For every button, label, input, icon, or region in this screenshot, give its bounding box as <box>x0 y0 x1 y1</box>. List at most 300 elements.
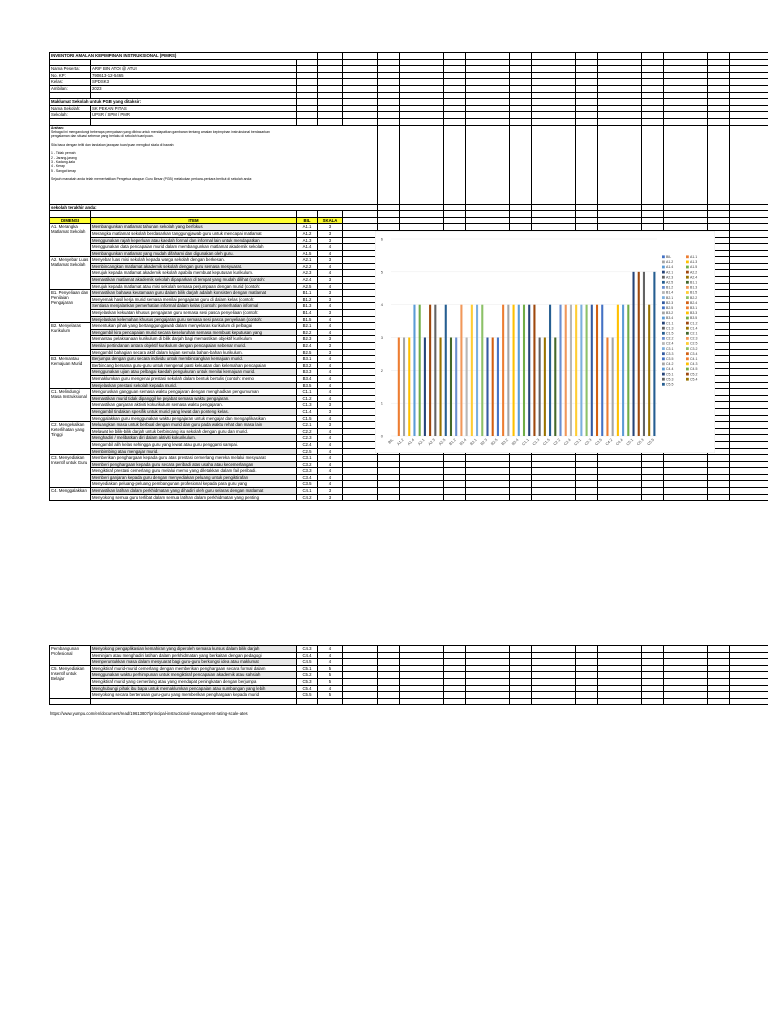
item-skala: 4 <box>318 244 343 251</box>
empty-cell <box>510 217 532 224</box>
empty-cell <box>400 217 444 224</box>
empty-cell <box>466 488 510 495</box>
empty-cell <box>576 455 598 462</box>
empty-cell <box>598 105 642 112</box>
item-bil: C3.3 <box>297 468 318 475</box>
empty-cell <box>378 494 400 501</box>
item-skala: 4 <box>318 652 343 659</box>
empty-cell <box>510 53 532 60</box>
empty-cell <box>730 79 768 86</box>
legend-swatch <box>662 261 665 264</box>
item-bil: C2.3 <box>297 435 318 442</box>
legend-label: C1.2 <box>690 321 698 326</box>
empty-cell <box>444 105 466 112</box>
bar-C5-2 <box>638 272 640 436</box>
empty-cell <box>318 92 343 99</box>
empty-cell <box>510 85 532 92</box>
empty-cell <box>708 112 730 119</box>
empty-cell <box>318 53 343 60</box>
empty-cell <box>378 455 400 462</box>
empty-cell <box>444 678 466 685</box>
legend-label: B3.1 <box>690 306 698 310</box>
empty-cell <box>466 204 510 211</box>
sheet-row <box>50 646 768 653</box>
empty-cell <box>708 79 730 86</box>
empty-cell <box>466 481 510 488</box>
legend-label: C4.4 <box>666 367 674 372</box>
empty-cell <box>318 66 343 73</box>
empty-cell <box>664 224 708 231</box>
empty-cell <box>343 290 378 297</box>
sheet-row <box>50 204 768 211</box>
empty-cell <box>664 652 708 659</box>
empty-cell <box>466 99 510 106</box>
item-text: Memantau pelaksanaan kurikulum di bilik darjah bagi memastikan objektif kurikulum <box>91 336 297 343</box>
item-bil: B2.5 <box>297 349 318 356</box>
empty-cell <box>510 112 532 119</box>
legend-swatch <box>662 347 665 350</box>
empty-cell <box>730 356 768 363</box>
empty-cell <box>598 53 642 60</box>
empty-cell <box>444 698 466 705</box>
item-bil: C5.4 <box>297 685 318 692</box>
empty-cell <box>343 678 378 685</box>
empty-cell <box>343 349 378 356</box>
empty-cell <box>730 474 768 481</box>
empty-cell <box>91 211 297 218</box>
empty-cell <box>466 72 510 79</box>
item-skala: 3 <box>318 290 343 297</box>
empty-cell <box>730 415 768 422</box>
empty-cell <box>708 53 730 60</box>
item-skala: 4 <box>318 659 343 666</box>
empty-cell <box>576 92 598 99</box>
item-text: Menyemak hasil kerja murid semasa menilai pengajaran guru di dalam kelas (contoh: <box>91 296 297 303</box>
sheet-row <box>50 217 768 224</box>
header-skala: SKALA <box>318 217 343 224</box>
empty-cell <box>343 652 378 659</box>
empty-cell <box>642 652 664 659</box>
sheet-row <box>50 652 768 659</box>
item-text: Memastikan latihan dalam perkhidmatan yang dihadiri oleh guru selaras dengan matlamat <box>91 488 297 495</box>
item-text: Mengambil alih kelas sehingga guru yang lewat atau guru pengganti sampai. <box>91 441 297 448</box>
bar-C3-2 <box>586 305 588 436</box>
empty-cell <box>664 488 708 495</box>
dimension-cell: C5. Menyediakan Insentif untuk Belajar <box>50 665 91 698</box>
empty-cell <box>466 118 510 125</box>
legend-label: C5.2 <box>690 372 698 377</box>
bar-C2-3 <box>565 305 567 436</box>
empty-cell <box>664 698 708 705</box>
legend-label: C3.4 <box>690 351 698 356</box>
empty-cell <box>444 468 466 475</box>
legend-swatch <box>662 266 665 269</box>
header-bil: BIL <box>297 217 318 224</box>
item-bil: C1.2 <box>297 395 318 402</box>
item-skala: 3 <box>318 402 343 409</box>
empty-cell <box>532 224 576 231</box>
empty-cell <box>444 665 466 672</box>
empty-cell <box>532 698 576 705</box>
notes-line: pengalaman dan situasi sebenar yang berlaku di sekolah tuan/puan. <box>51 134 154 139</box>
empty-cell <box>708 72 730 79</box>
empty-cell <box>598 125 642 204</box>
empty-cell <box>532 112 576 119</box>
school-field-value: SK PEKAN PITAS <box>91 105 297 112</box>
empty-cell <box>50 211 91 218</box>
item-bil: C1.3 <box>297 402 318 409</box>
empty-cell <box>343 659 378 666</box>
empty-cell <box>510 474 532 481</box>
empty-cell <box>642 692 664 699</box>
empty-cell <box>708 125 730 204</box>
empty-cell <box>318 72 343 79</box>
bar-C4-4 <box>622 305 624 436</box>
legend-swatch <box>686 296 689 299</box>
empty-cell <box>598 474 642 481</box>
empty-cell <box>400 474 444 481</box>
item-text: Membangunkan matlamat tahunan sekolah yang berfokus <box>91 224 297 231</box>
empty-cell <box>318 85 343 92</box>
item-text: Memperuntukkan masa dalam mesyuarat bagi guru-guru berkongsi idea atau maklumat <box>91 659 297 666</box>
legend-swatch <box>686 327 689 330</box>
empty-cell <box>576 698 598 705</box>
empty-cell <box>532 72 576 79</box>
empty-cell <box>378 468 400 475</box>
sheet-row <box>50 125 768 204</box>
bar-C3-4 <box>596 305 598 436</box>
empty-cell <box>400 59 444 66</box>
legend-label: B1.1 <box>690 280 698 285</box>
y-tick-label: 5 <box>380 269 383 275</box>
source-url[interactable]: https://www.yumpu.com/en/document/read/19613807/principal-instructional-management-rating-scale-ates <box>50 711 248 716</box>
empty-cell <box>664 474 708 481</box>
empty-cell <box>532 92 576 99</box>
empty-cell <box>510 494 532 501</box>
item-skala: 4 <box>318 646 343 653</box>
empty-cell <box>444 92 466 99</box>
empty-cell <box>343 237 378 244</box>
item-bil: B1.2 <box>297 296 318 303</box>
empty-cell <box>444 488 466 495</box>
empty-cell <box>444 72 466 79</box>
empty-cell <box>466 692 510 699</box>
empty-cell <box>378 698 400 705</box>
empty-cell <box>444 85 466 92</box>
empty-cell <box>400 678 444 685</box>
notes-line <box>51 181 376 185</box>
x-tick-label: B2.3 <box>479 437 489 447</box>
item-text: Menentukan pihak yang bertanggungjawab dalam menyelaras kurikulum di pelbagai <box>91 323 297 330</box>
empty-cell <box>642 112 664 119</box>
empty-cell <box>730 112 768 119</box>
empty-cell <box>444 112 466 119</box>
item-skala: 5 <box>318 665 343 672</box>
item-skala: 4 <box>318 329 343 336</box>
empty-cell <box>343 230 378 237</box>
item-text: Memberi penghargaan kepada guru secara peribadi atas usaha atau kecemerlangan <box>91 461 297 468</box>
legend-swatch <box>662 363 665 366</box>
empty-cell <box>400 53 444 60</box>
legend-label: B3.2 <box>666 311 674 316</box>
empty-cell <box>730 270 768 277</box>
empty-cell <box>598 659 642 666</box>
item-text: Menyebar luas misi sekolah kepada warga sekolah dengan berkesan. <box>91 257 297 264</box>
empty-cell <box>343 263 378 270</box>
empty-cell <box>598 494 642 501</box>
empty-cell <box>510 79 532 86</box>
y-tick-label: 6 <box>380 236 383 242</box>
legend-label: B2.5 <box>666 306 674 310</box>
empty-cell <box>730 408 768 415</box>
empty-cell <box>642 455 664 462</box>
bar-C1-4 <box>544 338 546 437</box>
empty-cell <box>378 72 400 79</box>
item-text: Meminjam atau menghadiri latihan dalam perkhidmatan yang berkaitan dengan pedagogi <box>91 652 297 659</box>
item-bil: C4.5 <box>297 659 318 666</box>
legend-swatch <box>686 286 689 289</box>
item-text: Menggunakan waktu perhimpunan untuk mengiktiraf pencapaian akademik atau sahsiah <box>91 672 297 679</box>
bar-A2-2 <box>429 305 431 436</box>
empty-cell <box>400 692 444 699</box>
item-skala: 3 <box>318 230 343 237</box>
bar-A2-4 <box>440 338 442 437</box>
empty-cell <box>576 211 598 218</box>
item-text: Memastikan matlamat akademik sekolah dipaparkan di tempat yang mudah dilihat (contoh: <box>91 277 297 284</box>
legend-swatch <box>686 368 689 371</box>
item-text: Menguruskan gangguan semasa waktu pengajaran dengan menghadkan pengumuman <box>91 389 297 396</box>
sheet-row <box>50 494 768 501</box>
item-text: Merangka matlamat sekolah berdasarkan tanggungjawab guru untuk mencapai matlamat <box>91 230 297 237</box>
empty-cell <box>466 698 510 705</box>
sheet-row <box>50 678 768 685</box>
x-tick-label: B3.2 <box>500 437 510 447</box>
legend-label: C1.4 <box>690 326 698 331</box>
school-field-label: Sekolah: <box>50 112 91 119</box>
empty-cell <box>730 230 768 237</box>
empty-cell <box>664 72 708 79</box>
item-skala: 3 <box>318 343 343 350</box>
empty-cell <box>378 59 400 66</box>
empty-cell <box>730 435 768 442</box>
empty-cell <box>664 125 708 204</box>
empty-cell <box>576 652 598 659</box>
empty-cell <box>343 402 378 409</box>
legend-label: B2.4 <box>690 300 698 305</box>
item-text: Menjelaskan prestasi sekolah kepada murid. <box>91 382 297 389</box>
sheet-row <box>50 211 768 218</box>
empty-cell <box>532 678 576 685</box>
empty-cell <box>343 250 378 257</box>
empty-cell <box>708 659 730 666</box>
bar-B2-5 <box>497 338 499 437</box>
item-bil: A1.4 <box>297 244 318 251</box>
x-tick-label: C5.3 <box>636 437 645 447</box>
legend-swatch <box>662 296 665 299</box>
legend-swatch <box>686 378 689 381</box>
empty-cell <box>444 494 466 501</box>
empty-cell <box>510 481 532 488</box>
empty-cell <box>730 362 768 369</box>
empty-cell <box>664 59 708 66</box>
empty-cell <box>642 211 664 218</box>
legend-swatch <box>686 281 689 284</box>
empty-cell <box>730 692 768 699</box>
empty-cell <box>642 685 664 692</box>
empty-cell <box>730 250 768 257</box>
empty-cell <box>510 461 532 468</box>
legend-label: C2.1 <box>690 331 698 336</box>
item-skala: 4 <box>318 263 343 270</box>
empty-cell <box>378 125 400 204</box>
sheet-row <box>50 112 768 119</box>
item-bil: B2.3 <box>297 336 318 343</box>
empty-cell <box>730 323 768 330</box>
empty-cell <box>378 79 400 86</box>
item-skala: 4 <box>318 356 343 363</box>
legend-label: C1.1 <box>666 321 674 326</box>
item-text: Mengiktiraf prestasi cemerlang guru melalui memo yang diletakkan dalam fail peribadi. <box>91 468 297 475</box>
item-text: Menghadiri / melibatkan diri dalam aktiviti kokurikulum. <box>91 435 297 442</box>
empty-cell <box>400 66 444 73</box>
empty-cell <box>576 53 598 60</box>
item-text: Merujuk kepada matlamat akademik sekolah apabila membuat keputusan kurikulum. <box>91 270 297 277</box>
empty-cell <box>510 92 532 99</box>
item-bil: B1.5 <box>297 316 318 323</box>
bar-C1-5 <box>549 305 551 436</box>
item-bil: A1.5 <box>297 250 318 257</box>
empty-cell <box>708 92 730 99</box>
x-tick-label: C5.5 <box>646 437 656 447</box>
empty-cell <box>378 461 400 468</box>
x-tick-label: C3.3 <box>584 437 593 447</box>
legend-label: C4.5 <box>690 367 698 372</box>
empty-cell <box>318 99 343 106</box>
empty-cell <box>91 698 297 705</box>
legend-label: A2.3 <box>666 275 674 280</box>
item-skala: 4 <box>318 362 343 369</box>
empty-cell <box>343 481 378 488</box>
notes-line: 2 - Jarang-jarang <box>51 155 77 160</box>
empty-cell <box>400 659 444 666</box>
item-bil: C1.5 <box>297 415 318 422</box>
x-tick-label: C4.4 <box>615 437 624 447</box>
empty-cell <box>444 672 466 679</box>
empty-cell <box>730 85 768 92</box>
empty-cell <box>318 79 343 86</box>
item-text: Menilai pertindanan antara objektif kurikulum dengan pencapaian sebenar murid. <box>91 343 297 350</box>
empty-cell <box>400 92 444 99</box>
bar-A2-1 <box>424 338 426 437</box>
empty-cell <box>664 211 708 218</box>
empty-cell <box>708 468 730 475</box>
empty-cell <box>343 270 378 277</box>
empty-cell <box>343 118 378 125</box>
item-skala: 4 <box>318 375 343 382</box>
empty-cell <box>532 217 576 224</box>
x-tick-label: A2.3 <box>427 437 437 447</box>
empty-cell <box>730 316 768 323</box>
bar-C4-1 <box>606 338 608 437</box>
legend-label: C4.1 <box>690 357 698 361</box>
legend-swatch <box>686 322 689 325</box>
empty-cell <box>297 211 318 218</box>
bar-C2-2 <box>559 305 561 436</box>
sheet-row <box>50 685 768 692</box>
empty-cell <box>400 112 444 119</box>
empty-cell <box>642 59 664 66</box>
item-skala: 3 <box>318 494 343 501</box>
empty-cell <box>598 204 642 211</box>
x-tick-label: A2.1 <box>417 437 426 447</box>
legend-label: C2.5 <box>690 341 698 346</box>
x-tick-label: BIL <box>387 437 395 445</box>
legend-label: C2.2 <box>666 336 674 341</box>
empty-cell <box>576 685 598 692</box>
sheet-row <box>50 85 768 92</box>
empty-cell <box>664 118 708 125</box>
empty-cell <box>50 92 91 99</box>
legend-swatch <box>662 322 665 325</box>
empty-cell <box>510 66 532 73</box>
bar-A1-4 <box>413 305 415 436</box>
empty-cell <box>576 204 598 211</box>
sheet-row <box>50 224 768 231</box>
empty-cell <box>642 66 664 73</box>
item-text: Sentiasa menjalankan pemerhatian informal dalam kelas (contoh: pemerhatian informal <box>91 303 297 310</box>
empty-cell <box>343 329 378 336</box>
empty-cell <box>400 455 444 462</box>
y-tick-label: 4 <box>380 302 383 308</box>
legend-swatch <box>686 312 689 315</box>
empty-cell <box>664 204 708 211</box>
legend-label: B2.1 <box>666 295 674 300</box>
item-text: Memberikan penghargaan kepada guru atas prestasi cemerlang mereka melalui mesyuarat <box>91 455 297 462</box>
empty-cell <box>532 85 576 92</box>
empty-cell <box>297 85 318 92</box>
empty-cell <box>343 665 378 672</box>
empty-cell <box>730 329 768 336</box>
empty-cell <box>576 66 598 73</box>
empty-cell <box>730 92 768 99</box>
empty-cell <box>378 685 400 692</box>
x-tick-label: B3.4 <box>511 437 520 447</box>
empty-cell <box>642 125 664 204</box>
bar-C4-3 <box>617 305 619 436</box>
legend-label: C5.1 <box>666 372 674 377</box>
sheet-row <box>50 99 768 106</box>
legend-swatch <box>686 352 689 355</box>
empty-cell <box>664 455 708 462</box>
empty-cell <box>466 211 510 218</box>
legend-swatch <box>662 255 665 258</box>
item-text: Mengambil tindakan spesifik untuk murid yang lewat dan ponteng kelas. <box>91 408 297 415</box>
empty-cell <box>510 646 532 653</box>
empty-cell <box>400 494 444 501</box>
bar-A1-2 <box>403 338 405 437</box>
item-text: Menyokong pengaplikasian kemahiran yang diperoleh semasa kursus dalam bilik darjah <box>91 646 297 653</box>
empty-cell <box>400 646 444 653</box>
empty-cell <box>400 105 444 112</box>
empty-cell <box>444 204 466 211</box>
legend-swatch <box>686 276 689 279</box>
empty-cell <box>730 296 768 303</box>
empty-cell <box>730 685 768 692</box>
empty-cell <box>576 99 598 106</box>
field-value: 790613-12-5465 <box>91 72 297 79</box>
empty-cell <box>664 685 708 692</box>
empty-cell <box>466 678 510 685</box>
